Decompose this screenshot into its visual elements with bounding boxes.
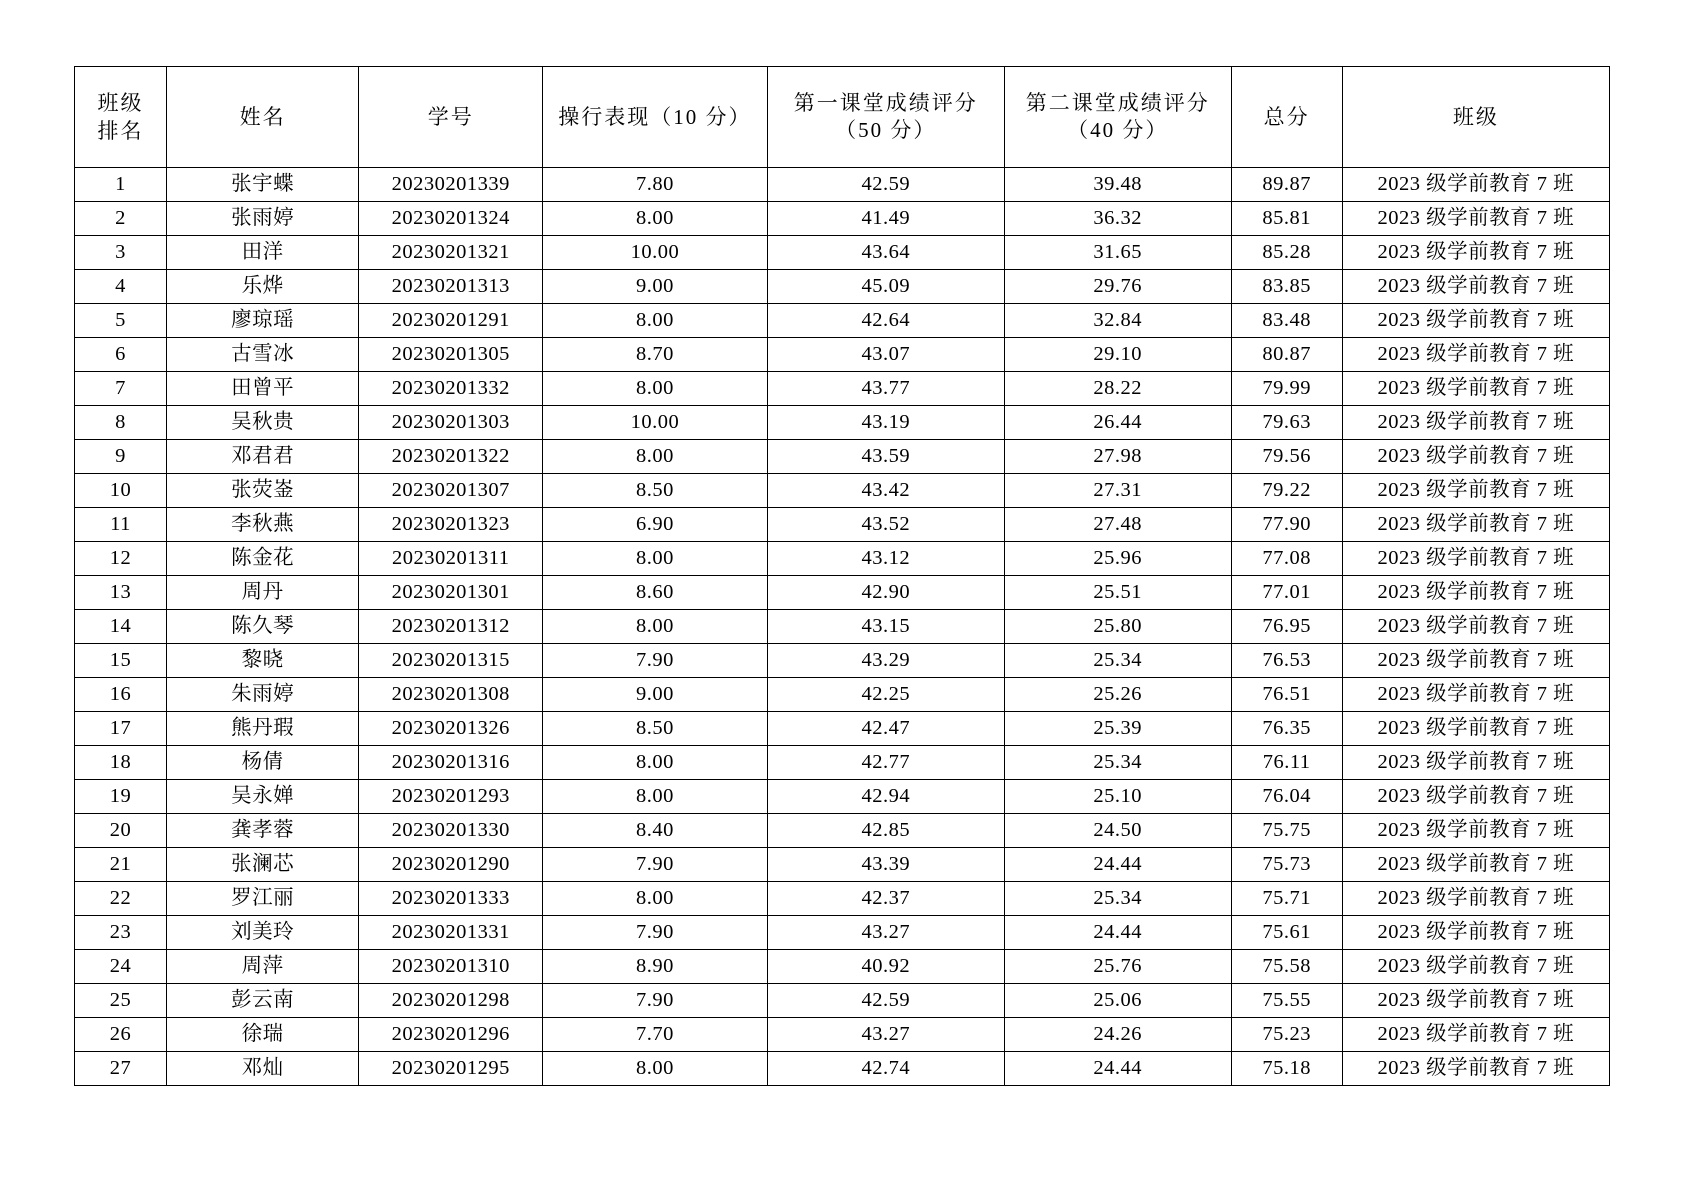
cell-second-class-score: 29.10 — [1004, 338, 1231, 372]
cell-second-class-score: 25.76 — [1004, 950, 1231, 984]
cell-total: 79.22 — [1231, 474, 1342, 508]
cell-second-class-score: 27.31 — [1004, 474, 1231, 508]
cell-name: 周萍 — [166, 950, 358, 984]
table-row — [75, 712, 1610, 746]
cell-first-class-score: 43.52 — [767, 508, 1004, 542]
cell-student-id: 20230201339 — [359, 168, 543, 202]
cell-class: 2023 级学前教育 7 班 — [1342, 304, 1609, 338]
cell-conduct: 7.90 — [543, 984, 767, 1018]
cell-second-class-score: 36.32 — [1004, 202, 1231, 236]
cell-total: 75.61 — [1231, 916, 1342, 950]
cell-class: 2023 级学前教育 7 班 — [1342, 406, 1609, 440]
cell-total: 77.90 — [1231, 508, 1342, 542]
cell-second-class-score: 29.76 — [1004, 270, 1231, 304]
cell-first-class-score: 40.92 — [767, 950, 1004, 984]
cell-name: 邓灿 — [166, 1052, 358, 1086]
cell-total: 75.75 — [1231, 814, 1342, 848]
cell-conduct: 8.00 — [543, 440, 767, 474]
cell-first-class-score: 43.64 — [767, 236, 1004, 270]
student-grade-table — [74, 66, 1610, 1086]
cell-student-id: 20230201322 — [359, 440, 543, 474]
column-header-class — [1342, 67, 1609, 168]
cell-class: 2023 级学前教育 7 班 — [1342, 950, 1609, 984]
table-body — [75, 168, 1610, 1086]
table-row — [75, 372, 1610, 406]
cell-class-rank: 26 — [75, 1018, 167, 1052]
cell-total: 75.73 — [1231, 848, 1342, 882]
cell-total: 77.01 — [1231, 576, 1342, 610]
cell-conduct: 8.40 — [543, 814, 767, 848]
cell-name: 张澜芯 — [166, 848, 358, 882]
cell-total: 75.58 — [1231, 950, 1342, 984]
table-row — [75, 644, 1610, 678]
cell-class-rank: 12 — [75, 542, 167, 576]
cell-total: 79.99 — [1231, 372, 1342, 406]
cell-first-class-score: 42.74 — [767, 1052, 1004, 1086]
cell-name: 徐瑞 — [166, 1018, 358, 1052]
cell-total: 75.23 — [1231, 1018, 1342, 1052]
cell-second-class-score: 25.34 — [1004, 644, 1231, 678]
table-row — [75, 984, 1610, 1018]
column-header-student-id-label: 学号 — [427, 104, 474, 129]
cell-class: 2023 级学前教育 7 班 — [1342, 882, 1609, 916]
column-header-student-id — [359, 67, 543, 168]
cell-second-class-score: 25.96 — [1004, 542, 1231, 576]
cell-conduct: 8.00 — [543, 746, 767, 780]
cell-total: 76.11 — [1231, 746, 1342, 780]
cell-total: 76.04 — [1231, 780, 1342, 814]
cell-conduct: 7.90 — [543, 644, 767, 678]
cell-name: 龚孝蓉 — [166, 814, 358, 848]
cell-total: 89.87 — [1231, 168, 1342, 202]
cell-class-rank: 6 — [75, 338, 167, 372]
cell-name: 彭云南 — [166, 984, 358, 1018]
table-row — [75, 508, 1610, 542]
table-row — [75, 576, 1610, 610]
cell-class-rank: 19 — [75, 780, 167, 814]
column-header-second-class-score-line2: （40 分） — [1067, 118, 1169, 142]
cell-second-class-score: 27.98 — [1004, 440, 1231, 474]
table-row — [75, 542, 1610, 576]
cell-name: 吴永婵 — [166, 780, 358, 814]
cell-class-rank: 2 — [75, 202, 167, 236]
cell-class-rank: 13 — [75, 576, 167, 610]
cell-name: 田洋 — [166, 236, 358, 270]
cell-class: 2023 级学前教育 7 班 — [1342, 848, 1609, 882]
cell-class-rank: 22 — [75, 882, 167, 916]
cell-class-rank: 23 — [75, 916, 167, 950]
cell-first-class-score: 42.59 — [767, 984, 1004, 1018]
cell-student-id: 20230201313 — [359, 270, 543, 304]
cell-student-id: 20230201301 — [359, 576, 543, 610]
cell-second-class-score: 24.44 — [1004, 848, 1231, 882]
cell-class-rank: 20 — [75, 814, 167, 848]
cell-class: 2023 级学前教育 7 班 — [1342, 474, 1609, 508]
cell-class-rank: 10 — [75, 474, 167, 508]
cell-name: 乐烨 — [166, 270, 358, 304]
cell-first-class-score: 42.94 — [767, 780, 1004, 814]
cell-total: 85.81 — [1231, 202, 1342, 236]
cell-second-class-score: 25.10 — [1004, 780, 1231, 814]
cell-name: 廖琼瑶 — [166, 304, 358, 338]
cell-second-class-score: 24.44 — [1004, 1052, 1231, 1086]
cell-class-rank: 5 — [75, 304, 167, 338]
cell-name: 李秋燕 — [166, 508, 358, 542]
cell-first-class-score: 43.19 — [767, 406, 1004, 440]
cell-second-class-score: 31.65 — [1004, 236, 1231, 270]
column-header-name-label: 姓名 — [239, 104, 286, 129]
cell-student-id: 20230201330 — [359, 814, 543, 848]
cell-name: 杨倩 — [166, 746, 358, 780]
cell-class-rank: 16 — [75, 678, 167, 712]
cell-student-id: 20230201324 — [359, 202, 543, 236]
cell-second-class-score: 39.48 — [1004, 168, 1231, 202]
cell-class: 2023 级学前教育 7 班 — [1342, 610, 1609, 644]
table-row — [75, 1018, 1610, 1052]
cell-name: 吴秋贵 — [166, 406, 358, 440]
table-row — [75, 406, 1610, 440]
column-header-class-rank-line1: 班级 — [97, 91, 144, 116]
cell-student-id: 20230201293 — [359, 780, 543, 814]
cell-conduct: 8.00 — [543, 372, 767, 406]
column-header-first-class-score — [767, 67, 1004, 168]
cell-class-rank: 21 — [75, 848, 167, 882]
cell-class: 2023 级学前教育 7 班 — [1342, 576, 1609, 610]
cell-class: 2023 级学前教育 7 班 — [1342, 168, 1609, 202]
cell-student-id: 20230201316 — [359, 746, 543, 780]
cell-first-class-score: 42.77 — [767, 746, 1004, 780]
cell-total: 85.28 — [1231, 236, 1342, 270]
cell-second-class-score: 25.34 — [1004, 746, 1231, 780]
table-row — [75, 168, 1610, 202]
cell-first-class-score: 43.39 — [767, 848, 1004, 882]
cell-class-rank: 14 — [75, 610, 167, 644]
cell-first-class-score: 43.29 — [767, 644, 1004, 678]
table-row — [75, 202, 1610, 236]
table-row — [75, 746, 1610, 780]
cell-student-id: 20230201333 — [359, 882, 543, 916]
cell-class: 2023 级学前教育 7 班 — [1342, 270, 1609, 304]
column-header-class-rank-line2: 排名 — [97, 118, 144, 143]
cell-student-id: 20230201296 — [359, 1018, 543, 1052]
table-row — [75, 916, 1610, 950]
cell-student-id: 20230201291 — [359, 304, 543, 338]
cell-class-rank: 25 — [75, 984, 167, 1018]
cell-name: 黎晓 — [166, 644, 358, 678]
cell-class: 2023 级学前教育 7 班 — [1342, 372, 1609, 406]
cell-conduct: 8.90 — [543, 950, 767, 984]
cell-second-class-score: 25.26 — [1004, 678, 1231, 712]
cell-student-id: 20230201307 — [359, 474, 543, 508]
cell-total: 80.87 — [1231, 338, 1342, 372]
cell-first-class-score: 42.25 — [767, 678, 1004, 712]
cell-name: 张雨婷 — [166, 202, 358, 236]
cell-student-id: 20230201311 — [359, 542, 543, 576]
column-header-first-class-score-line1: 第一课堂成绩评分 — [793, 90, 978, 115]
cell-class: 2023 级学前教育 7 班 — [1342, 712, 1609, 746]
cell-class-rank: 24 — [75, 950, 167, 984]
cell-second-class-score: 25.06 — [1004, 984, 1231, 1018]
cell-name: 陈久琴 — [166, 610, 358, 644]
column-header-second-class-score-line1: 第二课堂成绩评分 — [1025, 90, 1210, 115]
cell-student-id: 20230201323 — [359, 508, 543, 542]
cell-total: 83.48 — [1231, 304, 1342, 338]
cell-student-id: 20230201312 — [359, 610, 543, 644]
cell-total: 83.85 — [1231, 270, 1342, 304]
column-header-name — [166, 67, 358, 168]
cell-second-class-score: 25.80 — [1004, 610, 1231, 644]
table-row — [75, 814, 1610, 848]
cell-total: 75.71 — [1231, 882, 1342, 916]
table-row — [75, 270, 1610, 304]
cell-class-rank: 27 — [75, 1052, 167, 1086]
column-header-conduct-label: 操行表现（10 分） — [558, 104, 752, 129]
cell-conduct: 7.80 — [543, 168, 767, 202]
table-header — [75, 67, 1610, 168]
cell-class-rank: 17 — [75, 712, 167, 746]
cell-student-id: 20230201310 — [359, 950, 543, 984]
cell-class: 2023 级学前教育 7 班 — [1342, 236, 1609, 270]
cell-first-class-score: 43.77 — [767, 372, 1004, 406]
cell-student-id: 20230201332 — [359, 372, 543, 406]
cell-class: 2023 级学前教育 7 班 — [1342, 542, 1609, 576]
column-header-second-class-score — [1004, 67, 1231, 168]
cell-student-id: 20230201298 — [359, 984, 543, 1018]
cell-total: 79.63 — [1231, 406, 1342, 440]
cell-class: 2023 级学前教育 7 班 — [1342, 984, 1609, 1018]
cell-conduct: 8.00 — [543, 882, 767, 916]
cell-first-class-score: 42.64 — [767, 304, 1004, 338]
cell-second-class-score: 25.51 — [1004, 576, 1231, 610]
cell-total: 77.08 — [1231, 542, 1342, 576]
cell-name: 罗江丽 — [166, 882, 358, 916]
cell-first-class-score: 43.15 — [767, 610, 1004, 644]
cell-conduct: 8.60 — [543, 576, 767, 610]
cell-conduct: 10.00 — [543, 406, 767, 440]
cell-conduct: 8.70 — [543, 338, 767, 372]
cell-second-class-score: 27.48 — [1004, 508, 1231, 542]
cell-second-class-score: 24.50 — [1004, 814, 1231, 848]
cell-total: 76.53 — [1231, 644, 1342, 678]
cell-total: 76.95 — [1231, 610, 1342, 644]
cell-student-id: 20230201303 — [359, 406, 543, 440]
cell-first-class-score: 43.12 — [767, 542, 1004, 576]
cell-student-id: 20230201321 — [359, 236, 543, 270]
cell-class-rank: 18 — [75, 746, 167, 780]
cell-class: 2023 级学前教育 7 班 — [1342, 644, 1609, 678]
table-header-row — [75, 67, 1610, 168]
cell-second-class-score: 32.84 — [1004, 304, 1231, 338]
table-row — [75, 780, 1610, 814]
cell-class: 2023 级学前教育 7 班 — [1342, 746, 1609, 780]
table-row — [75, 338, 1610, 372]
cell-second-class-score: 25.34 — [1004, 882, 1231, 916]
table-row — [75, 236, 1610, 270]
cell-name: 刘美玲 — [166, 916, 358, 950]
table-row — [75, 848, 1610, 882]
cell-name: 张荧崟 — [166, 474, 358, 508]
cell-total: 76.51 — [1231, 678, 1342, 712]
cell-student-id: 20230201290 — [359, 848, 543, 882]
cell-name: 邓君君 — [166, 440, 358, 474]
cell-conduct: 9.00 — [543, 678, 767, 712]
cell-class: 2023 级学前教育 7 班 — [1342, 780, 1609, 814]
cell-conduct: 10.00 — [543, 236, 767, 270]
cell-class: 2023 级学前教育 7 班 — [1342, 916, 1609, 950]
cell-class: 2023 级学前教育 7 班 — [1342, 1052, 1609, 1086]
cell-student-id: 20230201315 — [359, 644, 543, 678]
cell-name: 熊丹瑕 — [166, 712, 358, 746]
cell-class-rank: 11 — [75, 508, 167, 542]
cell-student-id: 20230201305 — [359, 338, 543, 372]
table-row — [75, 304, 1610, 338]
cell-name: 周丹 — [166, 576, 358, 610]
cell-student-id: 20230201331 — [359, 916, 543, 950]
cell-class: 2023 级学前教育 7 班 — [1342, 202, 1609, 236]
cell-class-rank: 4 — [75, 270, 167, 304]
table-row — [75, 474, 1610, 508]
column-header-first-class-score-line2: （50 分） — [835, 118, 937, 142]
cell-class-rank: 7 — [75, 372, 167, 406]
cell-first-class-score: 43.27 — [767, 916, 1004, 950]
cell-total: 79.56 — [1231, 440, 1342, 474]
table-row — [75, 1052, 1610, 1086]
cell-class: 2023 级学前教育 7 班 — [1342, 508, 1609, 542]
cell-conduct: 8.50 — [543, 712, 767, 746]
cell-class: 2023 级学前教育 7 班 — [1342, 814, 1609, 848]
cell-conduct: 6.90 — [543, 508, 767, 542]
table-row — [75, 610, 1610, 644]
cell-conduct: 8.00 — [543, 1052, 767, 1086]
cell-name: 张宇蝶 — [166, 168, 358, 202]
cell-student-id: 20230201295 — [359, 1052, 543, 1086]
cell-first-class-score: 42.59 — [767, 168, 1004, 202]
cell-conduct: 8.00 — [543, 610, 767, 644]
column-header-class-label: 班级 — [1452, 104, 1499, 129]
cell-student-id: 20230201308 — [359, 678, 543, 712]
table-row — [75, 678, 1610, 712]
cell-second-class-score: 28.22 — [1004, 372, 1231, 406]
cell-first-class-score: 43.07 — [767, 338, 1004, 372]
cell-conduct: 7.70 — [543, 1018, 767, 1052]
cell-name: 田曾平 — [166, 372, 358, 406]
cell-conduct: 7.90 — [543, 916, 767, 950]
table-row — [75, 440, 1610, 474]
cell-name: 古雪冰 — [166, 338, 358, 372]
cell-conduct: 9.00 — [543, 270, 767, 304]
cell-class-rank: 15 — [75, 644, 167, 678]
table-row — [75, 950, 1610, 984]
cell-class: 2023 级学前教育 7 班 — [1342, 338, 1609, 372]
column-header-conduct — [543, 67, 767, 168]
cell-first-class-score: 42.90 — [767, 576, 1004, 610]
cell-first-class-score: 42.85 — [767, 814, 1004, 848]
column-header-total — [1231, 67, 1342, 168]
cell-second-class-score: 24.26 — [1004, 1018, 1231, 1052]
cell-first-class-score: 45.09 — [767, 270, 1004, 304]
cell-first-class-score: 43.59 — [767, 440, 1004, 474]
cell-name: 朱雨婷 — [166, 678, 358, 712]
cell-total: 76.35 — [1231, 712, 1342, 746]
cell-first-class-score: 42.47 — [767, 712, 1004, 746]
column-header-total-label: 总分 — [1263, 104, 1310, 129]
cell-second-class-score: 25.39 — [1004, 712, 1231, 746]
cell-name: 陈金花 — [166, 542, 358, 576]
cell-conduct: 8.00 — [543, 542, 767, 576]
cell-total: 75.18 — [1231, 1052, 1342, 1086]
column-header-class-rank — [75, 67, 167, 168]
cell-class-rank: 9 — [75, 440, 167, 474]
cell-first-class-score: 42.37 — [767, 882, 1004, 916]
cell-conduct: 8.50 — [543, 474, 767, 508]
cell-first-class-score: 43.27 — [767, 1018, 1004, 1052]
cell-conduct: 8.00 — [543, 202, 767, 236]
cell-class: 2023 级学前教育 7 班 — [1342, 678, 1609, 712]
cell-class-rank: 8 — [75, 406, 167, 440]
cell-first-class-score: 41.49 — [767, 202, 1004, 236]
cell-class: 2023 级学前教育 7 班 — [1342, 440, 1609, 474]
cell-class: 2023 级学前教育 7 班 — [1342, 1018, 1609, 1052]
cell-conduct: 8.00 — [543, 304, 767, 338]
table-row — [75, 882, 1610, 916]
cell-second-class-score: 26.44 — [1004, 406, 1231, 440]
cell-class-rank: 1 — [75, 168, 167, 202]
cell-second-class-score: 24.44 — [1004, 916, 1231, 950]
cell-class-rank: 3 — [75, 236, 167, 270]
cell-first-class-score: 43.42 — [767, 474, 1004, 508]
cell-total: 75.55 — [1231, 984, 1342, 1018]
cell-conduct: 8.00 — [543, 780, 767, 814]
cell-student-id: 20230201326 — [359, 712, 543, 746]
cell-conduct: 7.90 — [543, 848, 767, 882]
